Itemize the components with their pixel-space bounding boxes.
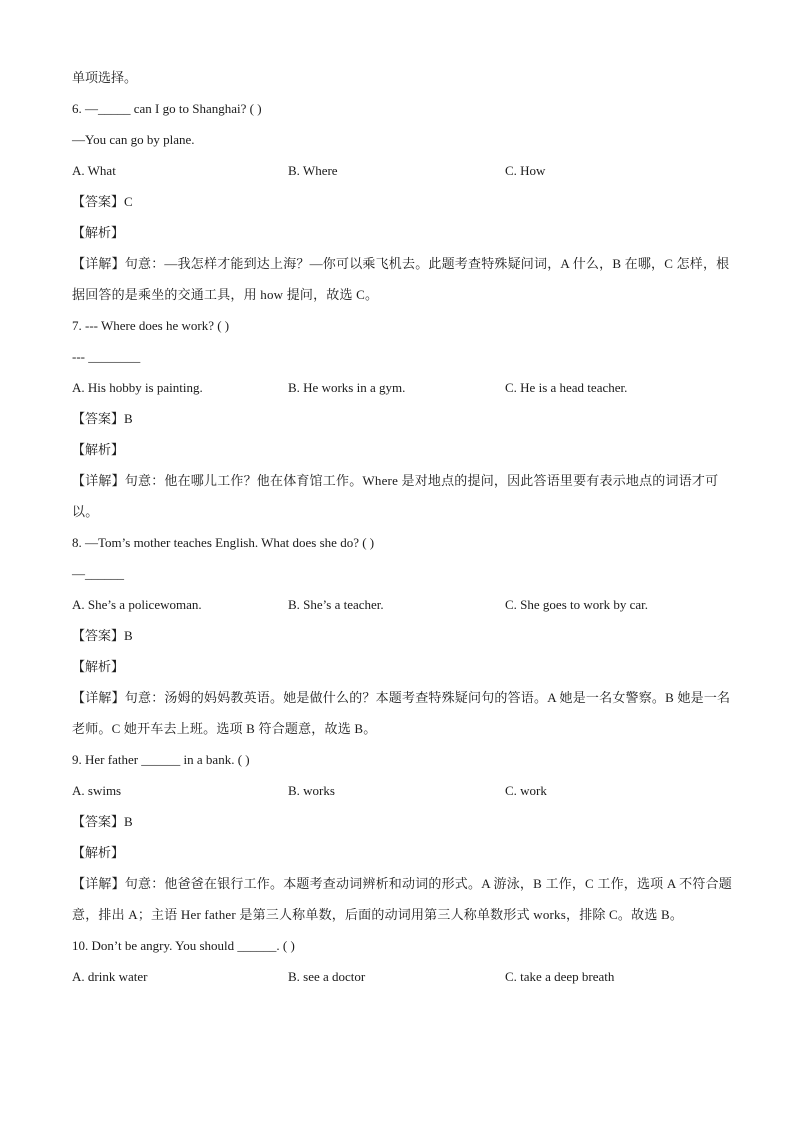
analysis-label: 【解析】 xyxy=(72,659,125,674)
option-b: B. works xyxy=(288,783,335,798)
analysis-label: 【解析】 xyxy=(72,225,125,240)
option-a: A. drink water xyxy=(72,969,148,984)
answer-line: 【答案】C xyxy=(72,194,133,209)
options-row xyxy=(72,775,732,806)
options-row xyxy=(72,372,732,403)
analysis-label: 【解析】 xyxy=(72,845,125,860)
option-b: B. see a doctor xyxy=(288,969,366,984)
detail-explanation: 【详解】句意：—我怎样才能到达上海？—你可以乘飞机去。此题考查特殊疑问词，A 什么，B 在哪，C 怎样，根据回答的是乘坐的交通工具，用 how 提问，故选 C。 xyxy=(72,256,730,302)
question-dialogue: —You can go by plane. xyxy=(72,132,195,147)
option-b: B. He works in a gym. xyxy=(288,380,406,395)
question-dialogue: —______ xyxy=(72,566,124,581)
question-stem: 6. —_____ can I go to Shanghai? ( ) xyxy=(72,101,262,116)
answer-line: 【答案】B xyxy=(72,628,133,643)
question-7 xyxy=(72,310,732,527)
question-9 xyxy=(72,744,732,930)
option-a: A. swims xyxy=(72,783,122,798)
question-dialogue: --- ________ xyxy=(72,349,141,364)
answer-line: 【答案】B xyxy=(72,814,133,829)
detail-explanation: 【详解】句意：他在哪儿工作？他在体育馆工作。Where 是对地点的提问，因此答语里要有表示地点的词语才可以。 xyxy=(72,473,719,519)
option-a: A. His hobby is painting. xyxy=(72,380,203,395)
question-10 xyxy=(72,930,732,992)
question-stem: 10. Don’t be angry. You should ______. ( ) xyxy=(72,938,295,953)
options-row xyxy=(72,961,732,992)
document-page xyxy=(72,62,732,992)
question-stem: 8. —Tom’s mother teaches English. What does she do? ( ) xyxy=(72,535,375,550)
question-stem: 9. Her father ______ in a bank. ( ) xyxy=(72,752,250,767)
options-row xyxy=(72,589,732,620)
detail-explanation: 【详解】句意：汤姆的妈妈教英语。她是做什么的？本题考查特殊疑问句的答语。A 她是一名女警察。B 她是一名老师。C 她开车去上班。选项 B 符合题意，故选 B。 xyxy=(72,690,731,736)
option-c: C. She goes to work by car. xyxy=(505,597,648,612)
question-stem: 7. --- Where does he work? ( ) xyxy=(72,318,230,333)
question-6 xyxy=(72,93,732,310)
option-c: C. take a deep breath xyxy=(505,969,615,984)
question-8 xyxy=(72,527,732,744)
section-intro: 单项选择。 xyxy=(72,70,138,85)
detail-explanation: 【详解】句意：他爸爸在银行工作。本题考查动词辨析和动词的形式。A 游泳，B 工作，C 工作，选项 A 不符合题意，排出 A；主语 Her father 是第三人称单数，后面的动词用第三人称单数形式 works，排除 C。故选 B。 xyxy=(72,876,732,922)
option-b: B. She’s a teacher. xyxy=(288,597,384,612)
option-c: C. work xyxy=(505,783,547,798)
option-b: B. Where xyxy=(288,163,338,178)
option-a: A. She’s a policewoman. xyxy=(72,597,202,612)
analysis-label: 【解析】 xyxy=(72,442,125,457)
answer-line: 【答案】B xyxy=(72,411,133,426)
option-c: C. How xyxy=(505,163,546,178)
options-row xyxy=(72,155,732,186)
option-c: C. He is a head teacher. xyxy=(505,380,628,395)
option-a: A. What xyxy=(72,163,116,178)
